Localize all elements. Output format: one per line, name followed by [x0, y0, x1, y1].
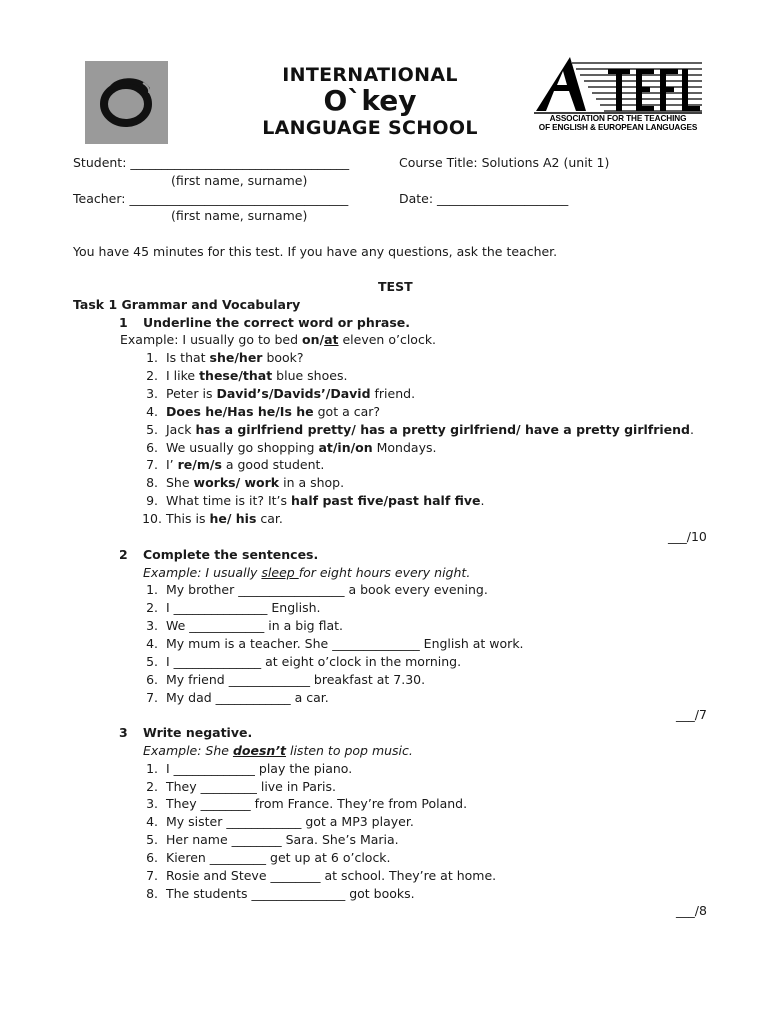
ex3-item[interactable]: They _________ live in Paris. [166, 779, 336, 794]
ex1-item-text: Mondays. [372, 440, 437, 455]
ex3-item-number: 2. [146, 779, 158, 794]
okey-logo [85, 61, 168, 144]
ex3-item-number: 4. [146, 814, 158, 829]
ex2-item-number: 6. [146, 672, 158, 687]
ex1-item-number: 2. [146, 368, 158, 383]
ex1-item-options[interactable]: at/in/on [318, 440, 373, 455]
ex1-item[interactable] [166, 511, 283, 527]
ex1-item-options[interactable]: David’s/Davids’/David [216, 386, 371, 401]
teacher-field[interactable]: Teacher: ___________________________________ [73, 191, 349, 206]
school-name-line2: O`key [323, 84, 417, 117]
ex3-title: Write negative. [143, 725, 253, 740]
ex1-example-post: eleven o’clock. [338, 332, 437, 347]
ex3-item[interactable]: My sister ____________ got a MP3 player. [166, 814, 414, 829]
ex1-item[interactable] [166, 457, 324, 473]
ex2-example [143, 565, 470, 581]
ex3-score[interactable]: ___/8 [676, 903, 707, 918]
ex2-item-number: 3. [146, 618, 158, 633]
ex1-item-text: Is that [166, 350, 210, 365]
ex1-item-options[interactable]: works/ work [193, 475, 280, 490]
ex1-item[interactable] [166, 404, 380, 420]
ex3-example [143, 743, 413, 759]
ex1-example-option: on/ [302, 332, 325, 347]
ex1-item-text: Jack [166, 422, 196, 437]
ex3-item-number: 3. [146, 796, 158, 811]
ex3-item[interactable]: The students _______________ got books. [166, 886, 415, 901]
ex1-item-options[interactable]: Does he/Has he/Is he [166, 404, 314, 419]
ex1-item-text: We usually go shopping [166, 440, 319, 455]
ex2-score[interactable]: ___/7 [676, 707, 707, 722]
ex1-item-text: book? [262, 350, 304, 365]
student-hint: (first name, surname) [171, 173, 308, 188]
atefl-caption [532, 114, 704, 132]
student-field[interactable]: Student: ___________________________________ [73, 155, 350, 170]
ex1-item-options[interactable]: she/her [209, 350, 263, 365]
ex1-example-answer: at [324, 332, 339, 347]
ex1-item-number: 5. [146, 422, 158, 437]
ex2-item[interactable]: My dad ____________ a car. [166, 690, 329, 705]
task1-title: Task 1 Grammar and Vocabulary [73, 297, 301, 312]
ex3-item[interactable]: I _____________ play the piano. [166, 761, 353, 776]
ex1-item-text: What time is it? It’s [166, 493, 292, 508]
ex1-item-number: 8. [146, 475, 158, 490]
school-name-line3: LANGUAGE SCHOOL [262, 117, 478, 139]
ex1-title: Underline the correct word or phrase. [143, 315, 410, 330]
ex2-item[interactable]: I ______________ at eight o’clock in the morning. [166, 654, 462, 669]
ex3-item-number: 1. [146, 761, 158, 776]
ex3-example-post: listen to pop music. [286, 743, 413, 758]
ex2-example-answer: sleep [261, 565, 299, 580]
ex1-example-pre: Example: I usually go to bed [120, 332, 303, 347]
teacher-hint: (first name, surname) [171, 208, 308, 223]
date-field[interactable]: Date: _____________________ [399, 191, 569, 206]
ex2-example-post: for eight hours every night. [298, 565, 471, 580]
ex1-item-options[interactable]: he/ his [209, 511, 257, 526]
ex1-item[interactable] [166, 368, 347, 384]
atefl-caption-line2: OF ENGLISH & EUROPEAN LANGUAGES [538, 123, 698, 132]
ex1-item-text: got a car? [313, 404, 381, 419]
ex3-item-number: 6. [146, 850, 158, 865]
instructions: You have 45 minutes for this test. If you have any questions, ask the teacher. [73, 244, 558, 259]
ex1-item-text: This is [166, 511, 210, 526]
ex1-item[interactable] [166, 422, 694, 438]
atefl-caption-line1: ASSOCIATION FOR THE TEACHING [549, 114, 687, 123]
ex3-item-number: 8. [146, 886, 158, 901]
ex2-item[interactable]: We ____________ in a big flat. [166, 618, 343, 633]
ex2-item[interactable]: My mum is a teacher. She ______________ English at work. [166, 636, 524, 651]
ex2-title: Complete the sentences. [143, 547, 319, 562]
ex1-item-text: Peter is [166, 386, 217, 401]
ex1-item-text: in a shop. [279, 475, 345, 490]
ex1-item-options[interactable]: half past five/past half five [291, 493, 481, 508]
ex3-number: 3 [119, 725, 128, 740]
ex2-item-number: 1. [146, 582, 158, 597]
ex1-item-number: 1. [146, 350, 158, 365]
ex1-number: 1 [119, 315, 128, 330]
ex3-item-number: 5. [146, 832, 158, 847]
ex1-item-text: . [690, 422, 694, 437]
test-title: TEST [378, 279, 413, 294]
ex1-item-number: 10. [142, 511, 162, 526]
ex1-score[interactable]: ___/10 [668, 529, 707, 544]
ex3-item-number: 7. [146, 868, 158, 883]
ex1-item[interactable] [166, 493, 484, 509]
okey-ring-icon [85, 61, 168, 144]
ex1-item[interactable] [166, 386, 415, 402]
ex1-item-options[interactable]: re/m/s [177, 457, 222, 472]
ex2-number: 2 [119, 547, 128, 562]
ex1-item-number: 6. [146, 440, 158, 455]
ex1-item-text: I like [166, 368, 200, 383]
ex1-item-options[interactable]: has a girlfriend pretty/ has a pretty girlfriend/ have a pretty girlfriend [195, 422, 690, 437]
ex1-item-number: 7. [146, 457, 158, 472]
ex3-item[interactable]: Kieren _________ get up at 6 o’clock. [166, 850, 391, 865]
ex2-item-number: 2. [146, 600, 158, 615]
ex3-item[interactable]: Rosie and Steve ________ at school. They’re at home. [166, 868, 497, 883]
ex3-item[interactable]: Her name ________ Sara. She’s Maria. [166, 832, 399, 847]
ex2-example-pre: Example: I usually [143, 565, 262, 580]
ex1-item[interactable] [166, 475, 344, 491]
ex1-item-text: blue shoes. [272, 368, 348, 383]
ex1-item[interactable] [166, 350, 304, 366]
ex1-item-text: friend. [370, 386, 416, 401]
ex2-item-number: 5. [146, 654, 158, 669]
ex1-item-number: 9. [146, 493, 158, 508]
ex1-example [120, 332, 436, 348]
course-title: Course Title: Solutions A2 (unit 1) [399, 155, 610, 170]
ex2-item[interactable]: I _______________ English. [166, 600, 321, 615]
ex3-item[interactable]: They ________ from France. They’re from Poland. [166, 796, 468, 811]
ex1-item[interactable] [166, 440, 436, 456]
ex1-item-number: 4. [146, 404, 158, 419]
ex2-item[interactable]: My friend _____________ breakfast at 7.30. [166, 672, 426, 687]
ex1-item-text: a good student. [221, 457, 325, 472]
ex2-item-number: 4. [146, 636, 158, 651]
ex1-item-options[interactable]: these/that [199, 368, 273, 383]
ex1-item-number: 3. [146, 386, 158, 401]
ex1-item-text: She [166, 475, 194, 490]
ex1-item-text: car. [256, 511, 283, 526]
ex1-item-text: . [480, 493, 485, 508]
ex3-example-answer: doesn’t [232, 743, 287, 758]
school-name-line1: INTERNATIONAL [282, 64, 458, 86]
ex2-item[interactable]: My brother _________________ a book every evening. [166, 582, 488, 597]
school-name [200, 60, 540, 138]
ex1-item-text: I’ [166, 457, 178, 472]
ex2-item-number: 7. [146, 690, 158, 705]
ex3-example-pre: Example: She [143, 743, 233, 758]
